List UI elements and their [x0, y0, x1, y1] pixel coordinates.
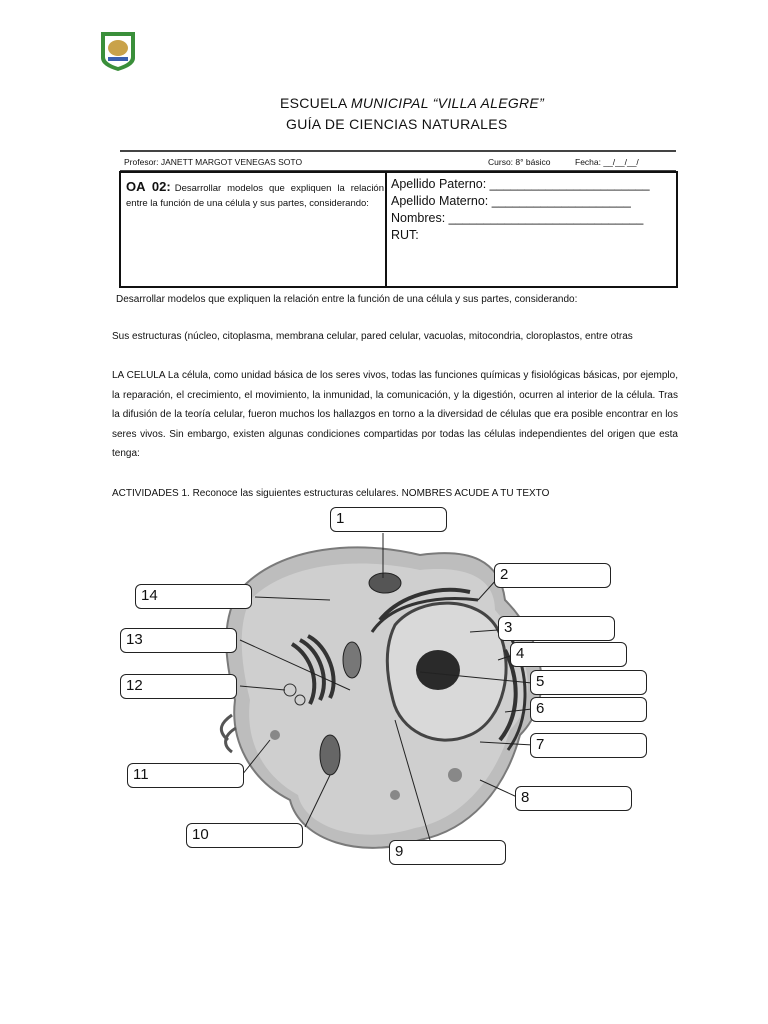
label-box-4[interactable]: 4 — [510, 642, 627, 667]
label-box-12[interactable]: 12 — [120, 674, 237, 699]
label-box-14[interactable]: 14 — [135, 584, 252, 609]
guide-title: GUÍA DE CIENCIAS NATURALES — [286, 116, 508, 132]
label-box-7[interactable]: 7 — [530, 733, 647, 758]
school-title: ESCUELA MUNICIPAL “VILLA ALEGRE” — [280, 95, 545, 111]
objective-text: OA 02: Desarrollar modelos que expliquen la relación entre la función de una célula y sus partes, considerando: — [126, 179, 385, 209]
activity-instruction: ACTIVIDADES 1. Reconoce las siguientes estructuras celulares. NOMBRES ACUDE A TU TEXTO — [112, 488, 550, 499]
field-rut[interactable]: RUT: — [391, 228, 419, 242]
label-box-5[interactable]: 5 — [530, 670, 647, 695]
date-field: Fecha: __/__/__/ — [575, 157, 639, 167]
intro-paragraph: Desarrollar modelos que expliquen la relación entre la función de una célula y sus partes, considerando: — [116, 294, 578, 305]
label-box-9[interactable]: 9 — [389, 840, 506, 865]
label-box-2[interactable]: 2 — [494, 563, 611, 588]
label-box-13[interactable]: 13 — [120, 628, 237, 653]
objective-code: OA 02: — [126, 179, 171, 194]
structures-paragraph: Sus estructuras (núcleo, citoplasma, membrana celular, pared celular, vacuolas, mitocondria, cloroplastos, entre otras — [112, 331, 633, 342]
label-box-11[interactable]: 11 — [127, 763, 244, 788]
field-apellido-materno[interactable]: Apellido Materno: ____________________ — [391, 194, 631, 208]
field-apellido-paterno[interactable]: Apellido Paterno: _______________________ — [391, 177, 650, 191]
label-box-10[interactable]: 10 — [186, 823, 303, 848]
label-box-1[interactable]: 1 — [330, 507, 447, 532]
field-nombres[interactable]: Nombres: ____________________________ — [391, 211, 644, 225]
teacher-name: Profesor: JANETT MARGOT VENEGAS SOTO — [124, 157, 303, 167]
nucleolus — [416, 650, 460, 690]
label-box-8[interactable]: 8 — [515, 786, 632, 811]
label-box-6[interactable]: 6 — [530, 697, 647, 722]
course: Curso: 8° básico — [488, 157, 551, 167]
cell-paragraph: LA CELULA La célula, como unidad básica de los seres vivos, todas las funciones químicas y fisiológicas básicas, por ejemplo, la reparación, el crecimiento, el movimiento, la inmunidad, la comunicación, y la digestión, ocurren al interior de la célula. Tras la difusión de la teoría celular, fueron muchos los hallazgos en torno a la diversidad de células que era posible encontrar en los seres vivos. Sin embargo, existen algunas condiciones compartidas por todas las células independientes del origen que esta tenga: — [112, 370, 678, 459]
label-box-3[interactable]: 3 — [498, 616, 615, 641]
